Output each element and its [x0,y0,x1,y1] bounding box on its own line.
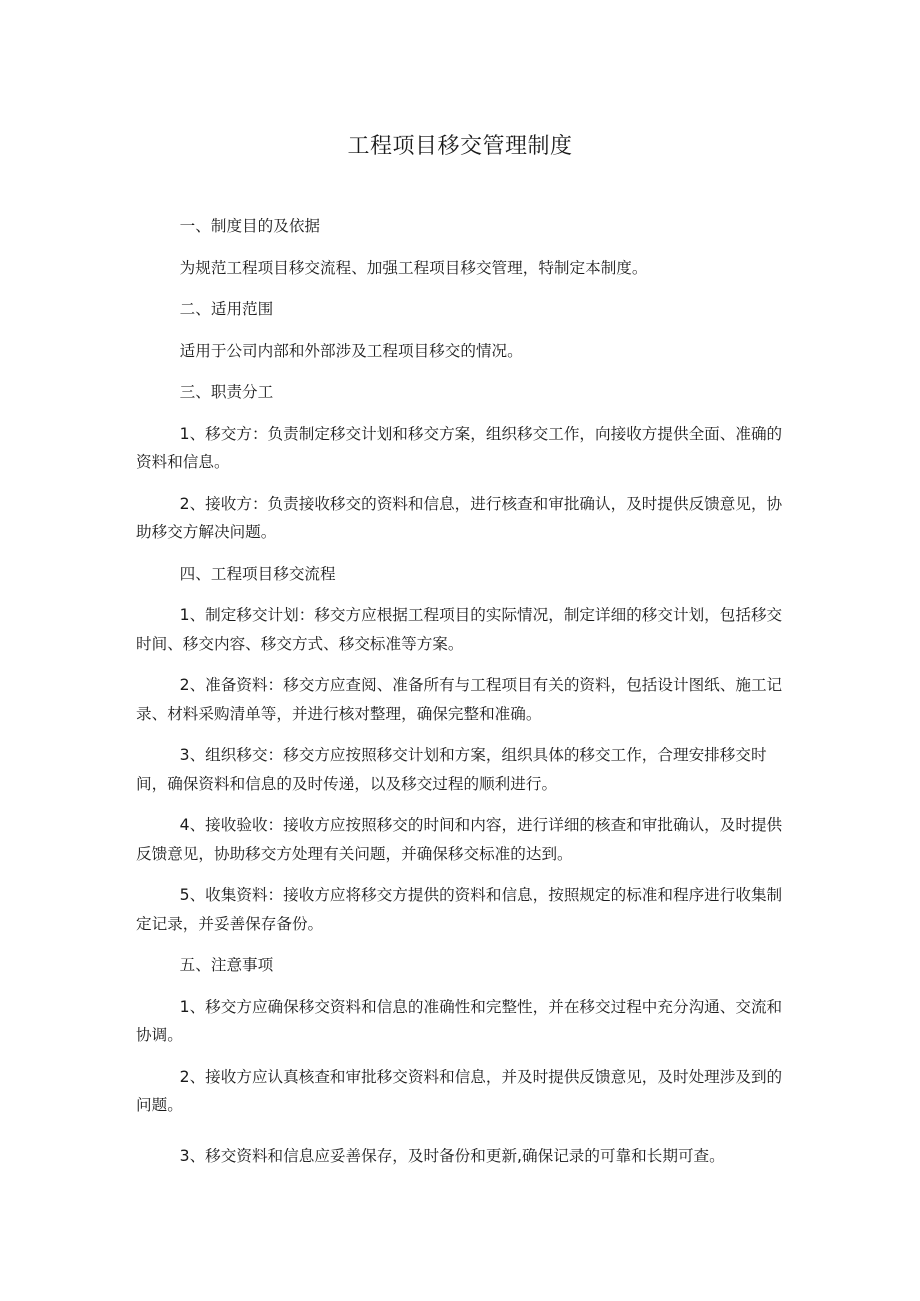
paragraph-process-1: 1、制定移交计划：移交方应根据工程项目的实际情况，制定详细的移交计划，包括移交时间、移交内容、移交方式、移交标准等方案。 [136,606,783,653]
section-heading-purpose: 一、制度目的及依据 [179,217,321,235]
paragraph-responsibility-1: 1、移交方：负责制定移交计划和移交方案，组织移交工作，向接收方提供全面、准确的资料和信息。 [136,424,783,471]
paragraph-note-2: 2、接收方应认真核查和审批移交资料和信息，并及时提供反馈意见，及时处理涉及到的问题。 [136,1067,783,1114]
paragraph-note-1: 1、移交方应确保移交资料和信息的准确性和完整性，并在移交过程中充分沟通、交流和协调。 [136,997,783,1044]
section-heading-process: 四、工程项目移交流程 [179,564,336,583]
paragraph-scope: 适用于公司内部和外部涉及工程项目移交的情况。 [179,341,523,360]
paragraph-process-3: 3、组织移交：移交方应按照移交计划和方案，组织具体的移交工作，合理安排移交时间，确保资料和信息的及时传递，以及移交过程的顺利进行。 [136,746,767,793]
paragraph-note-3: 3、移交资料和信息应妥善保存，及时备份和更新,确保记录的可靠和长期可查。 [179,1146,725,1165]
paragraph-process-4: 4、接收验收：接收方应按照移交的时间和内容，进行详细的核查和审批确认，及时提供反馈意见，协助移交方处理有关问题，并确保移交标准的达到。 [136,816,783,863]
paragraph-process-5: 5、收集资料：接收方应将移交方提供的资料和信息，按照规定的标准和程序进行收集制定记录，并妥善保存备份。 [136,886,783,933]
document-title: 工程项目移交管理制度 [347,134,573,159]
paragraph-process-2: 2、准备资料：移交方应查阅、准备所有与工程项目有关的资料，包括设计图纸、施工记录、材料采购清单等，并进行核对整理，确保完整和准确。 [136,676,783,723]
section-heading-notes: 五、注意事项 [179,956,274,974]
section-heading-scope: 二、适用范围 [179,300,274,318]
document-body [136,212,792,1183]
section-heading-responsibilities: 三、职责分工 [179,383,274,401]
paragraph-responsibility-2: 2、接收方：负责接收移交的资料和信息，进行核查和审批确认，及时提供反馈意见，协助移交方解决问题。 [136,494,783,541]
paragraph-purpose: 为规范工程项目移交流程、加强工程项目移交管理，特制定本制度。 [179,258,648,277]
